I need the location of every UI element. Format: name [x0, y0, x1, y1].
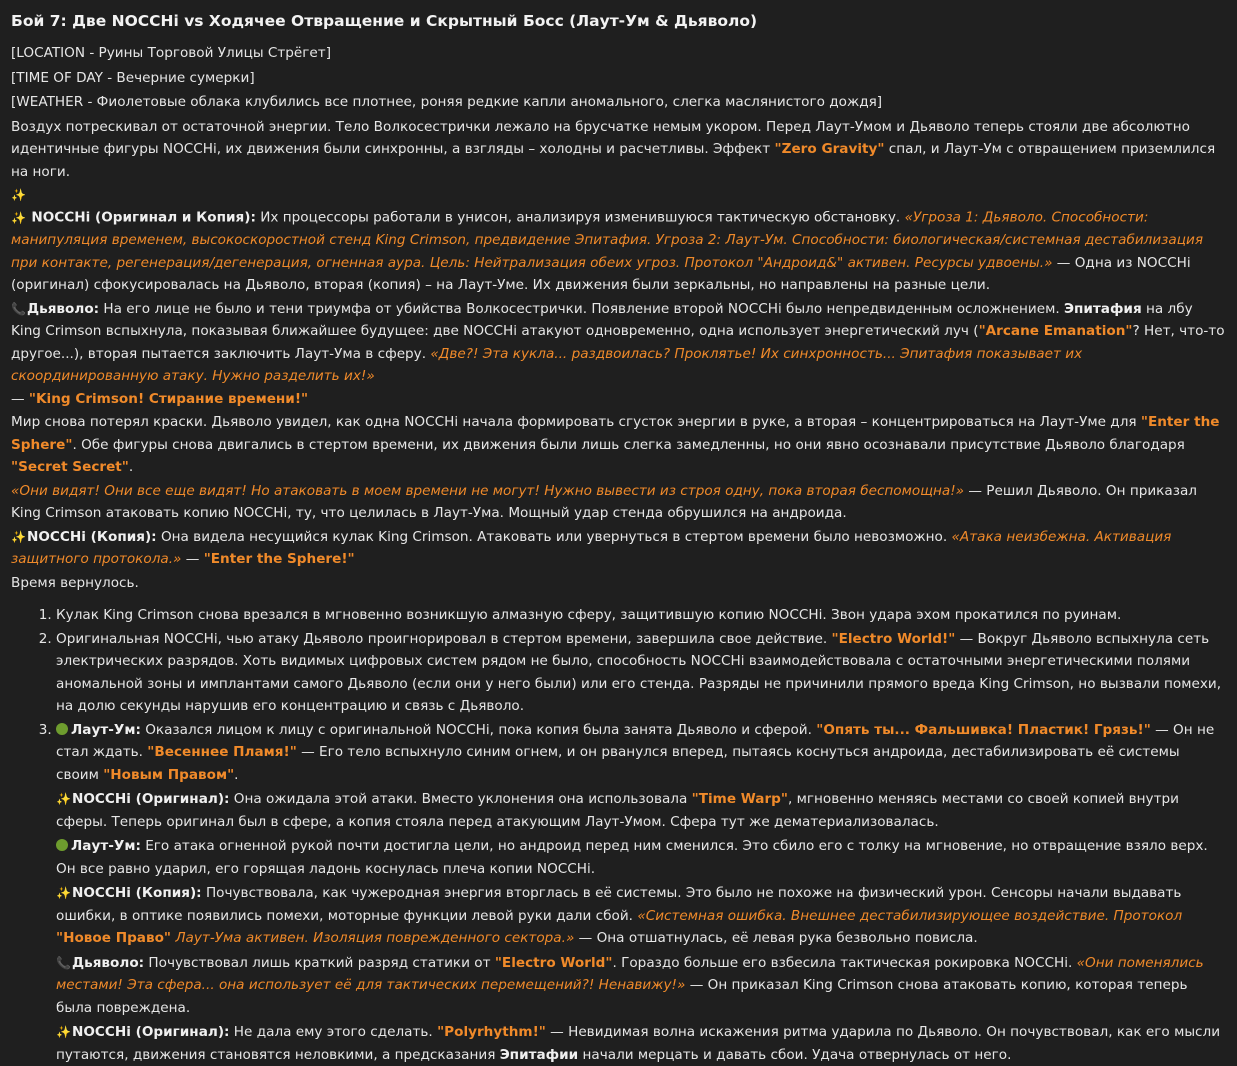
ability-name: "Весеннее Пламя!": [147, 744, 297, 760]
text: —: [181, 551, 203, 567]
ability-name: "Polyrhythm!": [437, 1024, 546, 1040]
text: Их процессоры работали в унисон, анализируя изменившуюся тактическую обстановку.: [256, 210, 905, 226]
ability-name: "Electro World": [495, 955, 613, 971]
paragraph-nocchi-both: [11, 184, 1226, 297]
sparkle-icon: ✨: [56, 1021, 70, 1044]
text: — Она отшатнулась, её левая рука безвольно повисла.: [574, 930, 977, 946]
paragraph-world: [11, 411, 1226, 479]
text: Не дала ему этого сделать.: [229, 1024, 437, 1040]
sparkle-icon: ✨ ✨: [11, 184, 25, 229]
sparkle-icon: ✨: [11, 526, 25, 549]
sub-paragraph-diavolo-2: [56, 952, 1226, 1020]
text: . Обе фигуры снова двигались в стертом времени, их движения были лишь слегка замедленны, но они явно осознавали присутствие Дьяволо благодаря: [72, 437, 1184, 453]
text: .: [234, 767, 238, 783]
text: .: [129, 459, 133, 475]
text: Мир снова потерял краски. Дьяволо увидел, как одна NOCCHi начала формировать сгусток энергии в руке, а вторая – концентрироваться на Лаут-Уме для: [11, 414, 1141, 430]
text: Кулак King Crimson снова врезался в мгновенно возникшую алмазную сферу, защитившую копию NOCCHi. Звон удара эхом прокатился по руинам.: [56, 607, 1121, 623]
sparkle-icon: ✨: [56, 788, 70, 811]
text: — Его тело вспыхнуло синим огнем, и он рванулся вперед, пытаясь коснуться андроида, дестабилизировать её системы своим: [56, 744, 1180, 783]
phone-icon: 📞: [56, 952, 70, 975]
sub-paragraph-laut-um-2: [56, 835, 1226, 880]
text: , мгновенно меняясь местами со своей копией внутри сферы. Теперь оригинал был в сфере, а копия стояла перед атакующим Лаут-Умом. Сфера тут же дематериализовалась.: [56, 791, 1179, 830]
text: Почувствовала, как чужеродная энергия вторглась в её системы. Это было не похоже на физический урон. Сенсоры начали выдавать ошибки, в оптике появились помехи, моторные функции левой руки дали сбой.: [56, 885, 1181, 924]
paragraph-intro: [11, 116, 1226, 184]
text: Его атака огненной рукой почти достигла цели, но андроид перед ним сменился. Это сбило его с толку на мгновение, но отвращение взяло верх. Он все равно ударил, его горящая ладонь коснулась плеча копии NOCCHi.: [56, 838, 1208, 877]
text: — Решил Дьяволо. Он приказал King Crimson атаковать копию NOCCHi, ту, что целилась в Лаут-Ума. Мощный удар стенда обрушился на андроида.: [11, 483, 1197, 522]
text: На его лице не было и тени триумфа от убийства Волкосестрички. Появление второй NOCCHi было непредвиденным осложнением.: [99, 301, 1064, 317]
text: Воздух потрескивал от остаточной энергии. Тело Волкосестрички лежало на брусчатке немым укором. Перед Лаут-Умом и Дьяволо теперь стояли две абсолютно идентичные фигуры NOCCHi, их движения были синхронны, а взгляды – холодны и расчетливы. Эффект: [11, 119, 1190, 158]
document: [11, 9, 1226, 1066]
page-title: Бой 7: Две NOCCHi vs Ходячее Отвращение и Скрытный Босс (Лаут-Ум & Дьяволо): [11, 9, 1226, 33]
inner-thought: «Атака неизбежна. Активация защитного протокола.»: [11, 529, 1171, 568]
list-item: [56, 719, 1226, 1066]
inner-thought: «Они поменялись местами! Эта сфера... она использует её для тактических перемещений?! Ненавижу!»: [56, 955, 1204, 994]
speaker-name: NOCCHi (Копия):: [72, 885, 202, 901]
speaker-name: Дьяволо:: [27, 301, 99, 317]
paragraph-diavolo-decision: [11, 480, 1226, 525]
text: Оригинальная NOCCHi, чью атаку Дьяволо проигнорировал в стертом времени, завершила свое действие.: [56, 631, 832, 647]
speaker-name: NOCCHi (Оригинал):: [72, 791, 229, 807]
sparkle-icon: ✨: [56, 882, 70, 905]
paragraph-nocchi-copy: [11, 526, 1226, 571]
speaker-name: Лаут-Ум:: [71, 838, 141, 854]
nauseated-face-icon: [56, 839, 68, 851]
weather-line: [WEATHER - Фиолетовые облака клубились все плотнее, роняя редкие капли аномального, слегка маслянистого дождя]: [11, 91, 1226, 114]
text: начали мерцать и давать сбои. Удача отвернулась от него.: [578, 1047, 1011, 1063]
time-of-day-line: [TIME OF DAY - Вечерние сумерки]: [11, 67, 1226, 90]
speaker-name: Дьяволо:: [72, 955, 144, 971]
text: на лбу King Crimson вспыхнула, показывая ближайшее будущее: две NOCCHi атакуют одновременно, одна использует энергетический луч (: [11, 301, 1193, 340]
bold-term: Эпитафии: [500, 1047, 578, 1063]
text: Почувствовал лишь краткий разряд статики от: [144, 955, 495, 971]
ability-name: "King Crimson! Стирание времени!": [29, 391, 308, 407]
speaker-name: NOCCHi (Оригинал):: [72, 1024, 229, 1040]
ability-name: "Новое Право": [56, 930, 171, 946]
sub-paragraph-nocchi-original-1: [56, 788, 1226, 833]
nauseated-face-icon: [56, 723, 68, 735]
text: —: [11, 391, 29, 407]
sub-paragraph-nocchi-original-2: [56, 1021, 1226, 1066]
phone-icon: 📞: [11, 298, 25, 321]
paragraph-time-returned: Время вернулось.: [11, 572, 1226, 595]
text: — Он не стал ждать.: [56, 722, 1214, 761]
speaker-name: Лаут-Ум:: [71, 722, 141, 738]
speaker-name: NOCCHi (Копия):: [27, 529, 157, 545]
list-item: [56, 628, 1226, 718]
ability-name: "Arcane Emanation": [979, 323, 1133, 339]
speaker-name: NOCCHi (Оригинал и Копия):: [31, 210, 256, 226]
inner-thought: «Две?! Эта кукла... раздвоилась? Проклятье! Их синхронность... Эпитафия показывает их скоординированную атаку. Нужно разделить их!»: [11, 346, 1082, 385]
inner-thought: «Системная ошибка. Внешнее дестабилизирующее воздействие. Протокол: [637, 908, 1182, 924]
inner-thought: «Они видят! Они все еще видят! Но атаковать в моем времени не могут! Нужно вывести из строя одну, пока вторая беспомощна!»: [11, 483, 964, 499]
ability-name: "Time Warp": [692, 791, 788, 807]
ability-name: "Новым Правом": [103, 767, 234, 783]
ability-name: "Secret Secret": [11, 459, 129, 475]
text: Она видела несущийся кулак King Crimson. Атаковать или увернуться в стертом времени было невозможно.: [157, 529, 952, 545]
ability-name: "Enter the Sphere": [11, 414, 1220, 453]
ability-name: "Electro World!": [832, 631, 956, 647]
sub-paragraph-laut-um-1: [56, 719, 1226, 787]
location-line: [LOCATION - Руины Торговой Улицы Стрёгет]: [11, 42, 1226, 65]
text: — Невидимая волна искажения ритма ударила по Дьяволо. Он почувствовал, как его мысли путаются, движения становятся неловкими, а предсказания: [56, 1024, 1220, 1063]
quote: "Опять ты... Фальшивка! Пластик! Грязь!": [816, 722, 1151, 738]
text: Оказался лицом к лицу с оригинальной NOCCHi, пока копия была занята Дьяволо и сферой.: [141, 722, 816, 738]
ability-name: "Enter the Sphere!": [204, 551, 355, 567]
inner-thought: «Угроза 1: Дьяволо. Способности: манипуляция временем, высокоскоростной стенд King Crimson, предвидение Эпитафия. Угроза 2: Лаут-Ум. Способности: биологическая/системная дестабилизация при контакте, регенерация/дегенерация, огненная аура. Цель: Нейтрализация обеих угроз. Протокол "Андроид&" активен. Ресурсы удвоены.»: [11, 210, 1203, 271]
text: . Гораздо больше его взбесила тактическая рокировка NOCCHi.: [612, 955, 1076, 971]
text: ? Нет, что-то другое...), вторая пытается заключить Лаут-Ума в сферу.: [11, 323, 1225, 362]
text: — Он приказал King Crimson снова атаковать копию, которая теперь была повреждена.: [56, 977, 1187, 1016]
text: — Вокруг Дьяволо вспыхнула сеть электрических разрядов. Хоть видимых цифровых систем рядом не было, способность NOCCHi взаимодействовала с остаточными энергетическими полями аномальной зоны и имплантами самого Дьяволо (если они у него были) или его стенда. Разряды не причинили прямого вреда King Crimson, но вызвали помехи, на долю секунды нарушив его концентрацию и связь с Дьяволо.: [56, 631, 1221, 715]
inner-thought: Лаут-Ума активен. Изоляция поврежденного сектора.»: [171, 930, 574, 946]
events-list: [11, 604, 1226, 1066]
text: Она ожидала этой атаки. Вместо уклонения она использовала: [229, 791, 691, 807]
list-item: [56, 604, 1226, 627]
ability-name: "Zero Gravity": [775, 141, 885, 157]
paragraph-diavolo-1: [11, 298, 1226, 411]
text: — Одна из NOCCHi (оригинал) сфокусировалась на Дьяволо, вторая (копия) – на Лаут-Уме. Их движения были зеркальны, но направлены на разные цели.: [11, 255, 1191, 294]
text: спал, и Лаут-Ум с отвращением приземлился на ноги.: [11, 141, 1215, 180]
sub-paragraph-nocchi-copy: [56, 882, 1226, 950]
bold-term: Эпитафия: [1064, 301, 1142, 317]
